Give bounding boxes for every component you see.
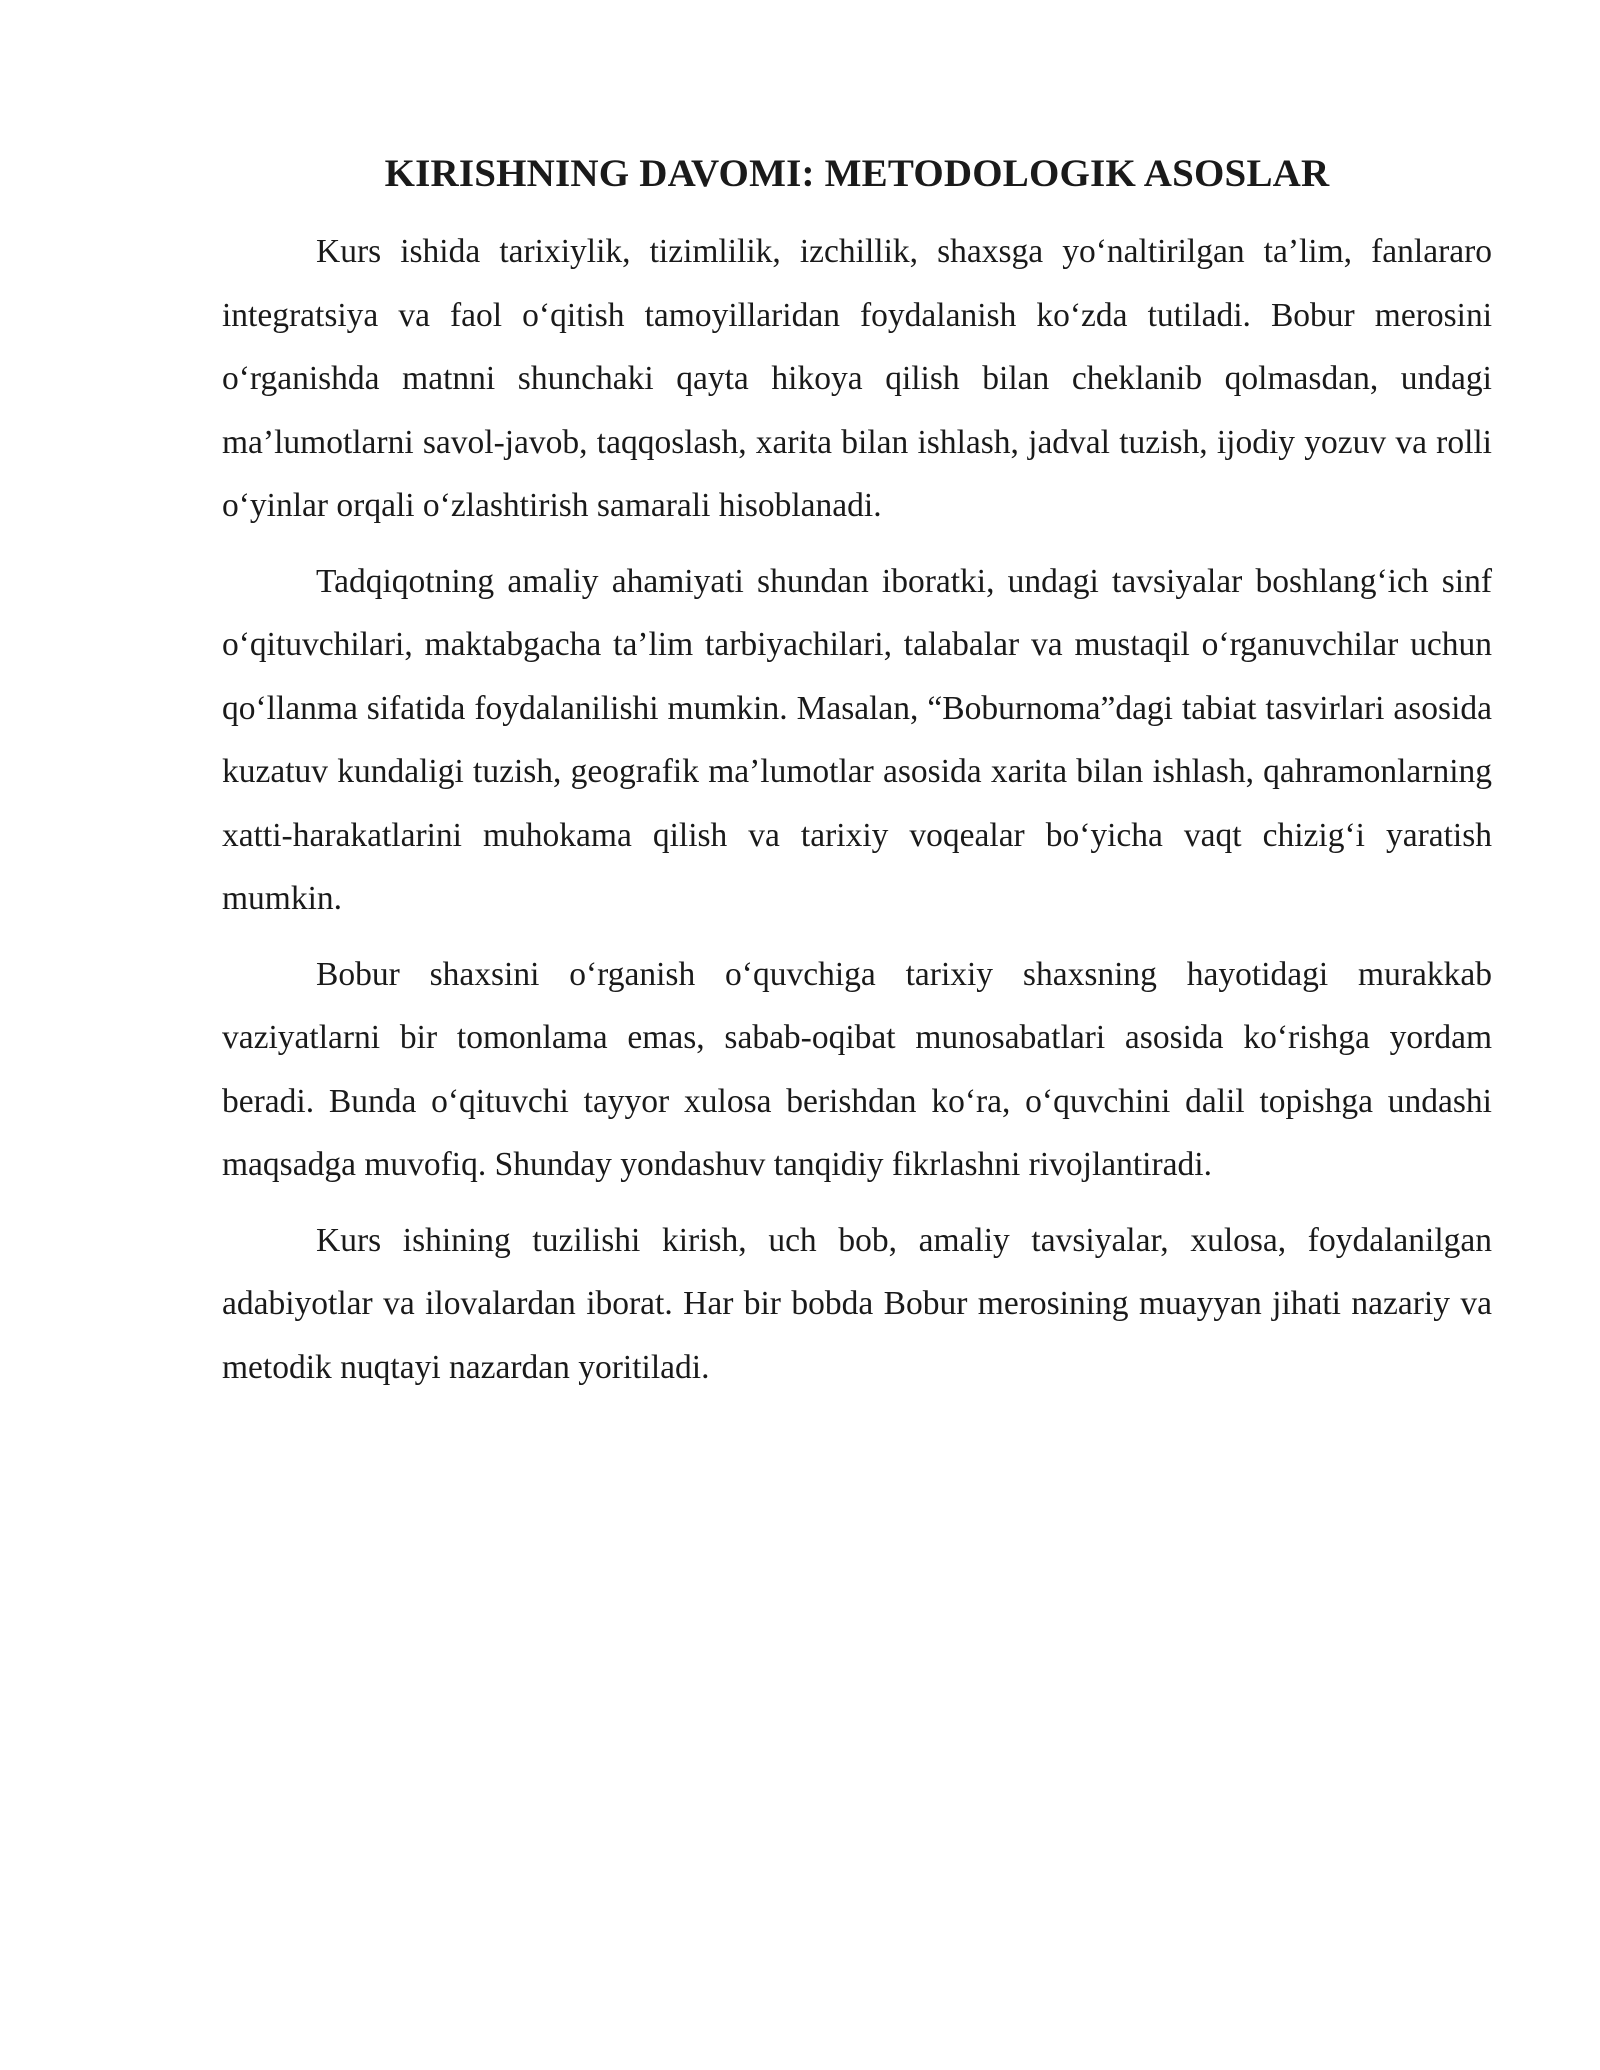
page-title: KIRISHNING DAVOMI: METODOLOGIK ASOSLAR — [384, 152, 1330, 195]
paragraph-structure: Kurs ishining tuzilishi kirish, uch bob, amaliy tavsiyalar, xulosa, foydalanilgan adabiyotlar va ilovalardan iborat. Har bir bobda Bobur merosining muayyan jihati nazariy va metodik nuqtayi nazardan yoritiladi. — [222, 1221, 1492, 1386]
paragraph-methodology: Kurs ishida tarixiylik, tizimlilik, izchillik, shaxsga yo‘naltirilgan ta’lim, fanlararo integratsiya va faol o‘qitish tamoyillaridan foydalanish ko‘zda tutiladi. Bobur merosini o‘rganishda matnni shunchaki qayta hikoya qilish bilan cheklanib qolmasdan, undagi ma’lumotlarni savol-javob, taqqoslash, xarita bilan ishlash, jadval tuzish, ijodiy yozuv va rolli o‘yinlar orqali o‘zlashtirish samarali hisoblanadi. — [222, 233, 1492, 524]
paragraph-practical-significance: Tadqiqotning amaliy ahamiyati shundan iboratki, undagi tavsiyalar boshlang‘ich sinf o‘qituvchilari, maktabgacha ta’lim tarbiyachilari, talabalar va mustaqil o‘rganuvchilar uchun qo‘llanma sifatida foydalanilishi mumkin. Masalan, “Boburnoma”dagi tabiat tasvirlari asosida kuzatuv kundaligi tuzish, geografik ma’lumotlar asosida xarita bilan ishlash, qahramonlarning xatti-harakatlarini muhokama qilish va tarixiy voqealar bo‘yicha vaqt chizig‘i yaratish mumkin. — [222, 562, 1492, 917]
document-page — [222, 148, 1492, 1399]
paragraph-babur-personality: Bobur shaxsini o‘rganish o‘quvchiga tarixiy shaxsning hayotidagi murakkab vaziyatlarni bir tomonlama emas, sabab-oqibat munosabatlari asosida ko‘rishga yordam beradi. Bunda o‘qituvchi tayyor xulosa berishdan ko‘ra, o‘quvchini dalil topishga undashi maqsadga muvofiq. Shunday yondashuv tanqidiy fikrlashni rivojlantiradi. — [222, 955, 1492, 1183]
